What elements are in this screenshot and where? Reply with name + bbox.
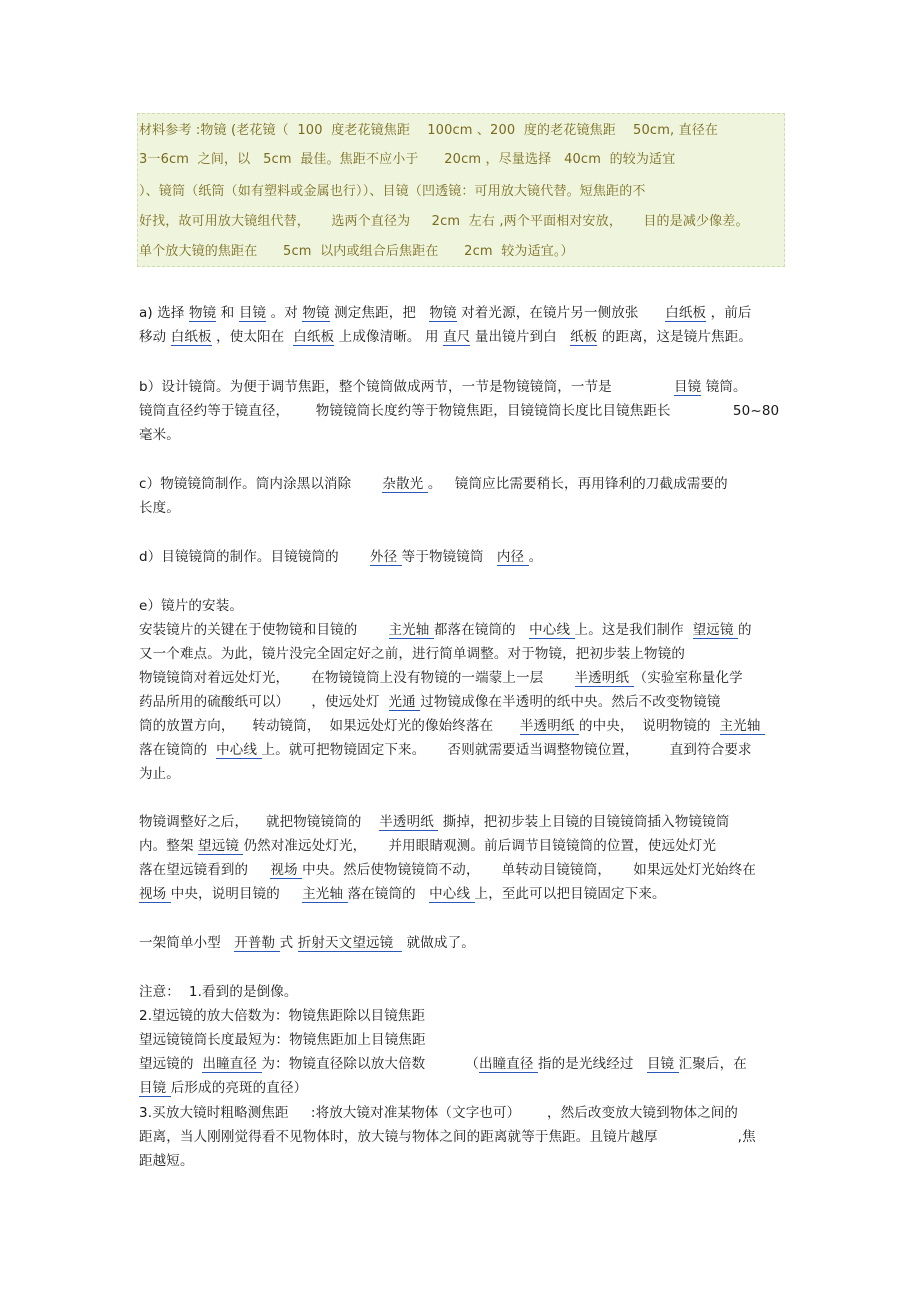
text-line (139, 933, 475, 953)
text-segment: 仍然对准远处灯光， 并用眼睛观测。前后调节目镜镜筒的位置，使远处灯光 (243, 838, 717, 854)
text-segment: 距越短。 (139, 1153, 194, 1169)
text-segment: 落在望远镜看到的 (139, 862, 271, 878)
underlined-term: 目镜 (238, 305, 267, 321)
text-segment: 望远镜镜筒长度最短为：物镜焦距加上目镜焦距 (139, 1032, 426, 1048)
text-line (139, 1151, 194, 1171)
text-segment: 望远镜的 (139, 1056, 203, 1072)
material-line: 好找，故可用放大镜组代替， 选两个直径为 2cm 左右 ,两个平面相对安放， 目的是减少像差。 (139, 214, 749, 229)
underlined-term: 开普勒 (234, 935, 280, 951)
text-line (139, 498, 180, 518)
underlined-term: 视场 (270, 862, 303, 878)
text-segment: 等于物镜镜筒 (401, 549, 497, 565)
text-line (139, 1030, 426, 1050)
text-segment: 药品所用的硫酸纸可以） ，使远处灯 (139, 694, 389, 710)
text-line (139, 327, 752, 347)
underlined-term: 中心线 (429, 886, 475, 902)
underlined-term: 物镜 (429, 305, 457, 321)
underlined-term: 光通 (388, 694, 421, 710)
text-segment: 一架简单小型 (139, 935, 235, 951)
text-segment: 后形成的亮斑的直径） (170, 1080, 308, 1096)
underlined-term: 外径 (369, 549, 402, 565)
underlined-term: 出瞳直径 (202, 1056, 262, 1072)
underlined-term: 半透明纸 (519, 718, 579, 734)
text-segment: 。对 (266, 305, 303, 321)
text-line (139, 982, 298, 1002)
text-segment: 物镜镜筒对着远处灯光， 在物镜镜筒上没有物镜的一端蒙上一层 (139, 670, 575, 686)
text-segment: 中央，说明目镜的 (170, 886, 303, 902)
text-line (139, 474, 728, 494)
text-segment: 上。就可把物镜固定下来。 否则就需要适当调整物镜位置， 直到符合要求 (261, 742, 752, 758)
underlined-term: 出瞳直径 (478, 1056, 538, 1072)
underlined-term: 目镜 (646, 1056, 679, 1072)
text-line (139, 692, 721, 712)
text-segment: 。 (528, 549, 543, 565)
underlined-term: 半透明纸 (379, 814, 439, 830)
text-segment: 量出镜片到白 (470, 329, 571, 345)
text-segment: b）设计镜筒。为便于调节焦距，整个镜筒做成两节，一节是物镜镜筒，一节是 (139, 379, 674, 395)
text-line (139, 620, 752, 640)
underlined-term: 直尺 (443, 329, 471, 345)
text-line (139, 740, 752, 760)
text-segment: 的距离，这是镜片焦距。 (597, 329, 752, 345)
underlined-term: 杂散光 (382, 476, 428, 492)
underlined-term: 主光轴 (302, 886, 348, 902)
text-line (139, 812, 729, 832)
text-segment: 撕掉，把初步装上目镜的目镜镜筒插入物镜镜筒 (438, 814, 730, 830)
text-line (139, 836, 716, 856)
text-segment: 长度。 (139, 500, 180, 516)
text-segment: 上成像清晰。 用 (334, 329, 444, 345)
text-segment: 的 (738, 622, 752, 638)
text-segment: 毫米。 (139, 427, 180, 443)
text-line (139, 668, 743, 688)
underlined-term: 主光轴 (719, 718, 765, 734)
text-line (139, 1103, 738, 1123)
underlined-term: 纸板 (570, 329, 598, 345)
text-segment: 3.买放大镜时粗略测焦距 :将放大镜对准某物体（文字也可） ，然后改变放大镜到物体之间的 (139, 1105, 739, 1121)
text-segment: 式 (279, 935, 298, 951)
text-line (139, 547, 542, 567)
text-segment: 镜筒直径约等于镜直径， 物镜镜筒长度约等于物镜焦距，目镜镜筒长度比目镜焦距长 50~80 (139, 403, 780, 419)
material-line: 材料参考 :物镜 (老花镜（ 100 度老花镜焦距 100cm 、200 度的老花镜焦距 50cm, 直径在 (139, 123, 719, 138)
underlined-term: 物镜 (189, 305, 217, 321)
text-line (139, 377, 747, 397)
text-line (139, 401, 779, 421)
text-segment: 对着光源，在镜片另一侧放张 (456, 305, 666, 321)
material-line: 单个放大镜的焦距在 5cm 以内或组合后焦距在 2cm 较为适宜。） (139, 244, 574, 259)
text-segment: 汇聚后，在 (678, 1056, 747, 1072)
text-segment: 为：物镜直径除以放大倍数 （ (261, 1056, 479, 1072)
text-segment: 内。整架 (139, 838, 199, 854)
text-line (139, 1127, 756, 1147)
text-line (139, 1054, 747, 1074)
text-segment: 安装镜片的关键在于使物镜和目镜的 (139, 622, 389, 638)
text-line (139, 596, 243, 616)
text-line (139, 764, 180, 784)
text-line (139, 644, 685, 664)
text-segment: 物镜调整好之后， 就把物镜镜筒的 (139, 814, 380, 830)
text-segment: 的中央， 说明物镜的 (578, 718, 720, 734)
text-line (139, 1006, 425, 1026)
text-segment: 就做成了。 (402, 935, 475, 951)
underlined-term: 白纸板 (665, 305, 707, 321)
text-line (139, 884, 666, 904)
underlined-term: 物镜 (302, 305, 330, 321)
text-segment: 指的是光线经过 (538, 1056, 647, 1072)
underlined-term: 内径 (496, 549, 529, 565)
text-line (139, 1078, 307, 1098)
text-segment: 上。这是我们制作 (574, 622, 693, 638)
text-segment: 为止。 (139, 766, 180, 782)
underlined-term: 中心线 (529, 622, 575, 638)
underlined-term: 视场 (139, 886, 171, 902)
text-segment: 2.望远镜的放大倍数为：物镜焦距除以目镜焦距 (139, 1008, 426, 1024)
text-segment: 距离，当人刚刚觉得看不见物体时，放大镜与物体之间的距离就等于焦距。且镜片越厚 ,焦 (139, 1129, 756, 1145)
text-segment: （实验室称量化学 (633, 670, 743, 686)
underlined-term: 目镜 (674, 379, 702, 395)
underlined-term: 望远镜 (198, 838, 244, 854)
text-segment: 又一个难点。为此，镜片没完全固定好之前，进行简单调整。对于物镜，把初步装上物镜的 (139, 646, 685, 662)
text-segment: 。 镜筒应比需要稍长，再用锋利的刀截成需要的 (427, 476, 728, 492)
text-segment: a) 选择 (139, 305, 190, 321)
text-line (139, 716, 765, 736)
text-segment: 上，至此可以把目镜固定下来。 (474, 886, 666, 902)
material-line: 3一6cm 之间，以 5cm 最佳。焦距不应小于 20cm ，尽量选择 40cm 的较为适宜 (139, 152, 676, 167)
underlined-term: 半透明纸 (574, 670, 634, 686)
text-segment: 都落在镜筒的 (433, 622, 530, 638)
text-line (139, 860, 756, 880)
text-segment: 筒的放置方向， 转动镜筒， 如果远处灯光的像始终落在 (139, 718, 520, 734)
text-segment: 和 (216, 305, 239, 321)
text-line (139, 303, 752, 323)
underlined-term: 白纸板 (170, 329, 212, 345)
text-line (139, 425, 180, 445)
text-segment: 移动 (139, 329, 171, 345)
text-segment: 注意： 1.看到的是倒像。 (139, 984, 298, 1000)
underlined-term: 望远镜 (692, 622, 739, 638)
underlined-term: 中心线 (216, 742, 262, 758)
text-segment: ，使太阳在 (211, 329, 294, 345)
underlined-term: 白纸板 (293, 329, 335, 345)
text-segment: 镜筒。 (701, 379, 747, 395)
text-segment: 落在镜筒的 (139, 742, 217, 758)
underlined-term: 主光轴 (388, 622, 434, 638)
underlined-term: 折射天文望远镜 (297, 935, 403, 951)
text-segment: ，前后 (706, 305, 752, 321)
text-segment: c）物镜镜筒制作。筒内涂黑以消除 (139, 476, 383, 492)
text-segment: 测定焦距，把 (329, 305, 430, 321)
text-segment: e）镜片的安装。 (139, 598, 244, 614)
text-segment: 中央。然后使物镜镜筒不动， 单转动目镜镜筒， 如果远处灯光始终在 (302, 862, 757, 878)
text-segment: 过物镜成像在半透明的纸中央。然后不改变物镜镜 (420, 694, 721, 710)
underlined-term: 目镜 (139, 1080, 171, 1096)
text-segment: d）目镜镜筒的制作。目镜镜筒的 (139, 549, 370, 565)
text-segment: 落在镜筒的 (347, 886, 430, 902)
material-line: ）、镜筒（纸筒（如有塑料或金属也行））、目镜（凹透镜：可用放大镜代替。短焦距的不 (139, 184, 646, 199)
